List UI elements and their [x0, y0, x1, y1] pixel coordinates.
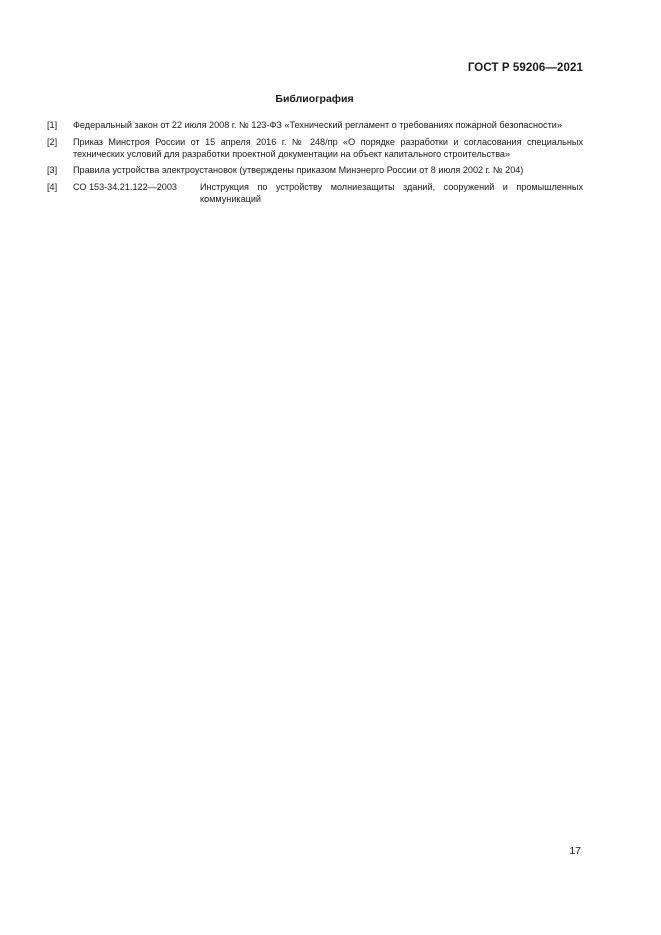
bibliography-item-text: Правила устройства электроустановок (утверждены приказом Минэнерго России от 8 июля 2002 г. № 204): [73, 165, 524, 176]
bibliography-item-text: Приказ Минстроя России от 15 апреля 2016 г. № 248/пр «О порядке разработки и согласования специальных технических условий для разработки проектной документации на объект капитального строительства»: [73, 136, 583, 159]
bibliography-item-number: [4]: [47, 182, 58, 193]
bibliography-item: [47, 137, 583, 161]
bibliography-item: [47, 165, 583, 177]
bibliography-item-text: Инструкция по устройству молниезащиты зданий, сооружений и промышленных коммуникаций: [200, 182, 583, 204]
section-title: Библиография: [275, 93, 354, 105]
bibliography-item-number: [2]: [47, 136, 58, 147]
bibliography-item-number: [1]: [47, 120, 58, 130]
bibliography-item-code: СО 153-34.21.122—2003: [73, 182, 177, 193]
bibliography-item-number: [3]: [47, 165, 58, 176]
bibliography-item: [47, 182, 583, 206]
bibliography-item-text: Федеральный закон от 22 июля 2008 г. № 123-ФЗ «Технический регламент о требованиях пожарной безопасности»: [73, 120, 562, 130]
bibliography-list: [47, 120, 583, 211]
page-number: 17: [569, 845, 581, 857]
standard-code: ГОСТ Р 59206—2021: [467, 62, 583, 74]
bibliography-item: [47, 120, 583, 132]
